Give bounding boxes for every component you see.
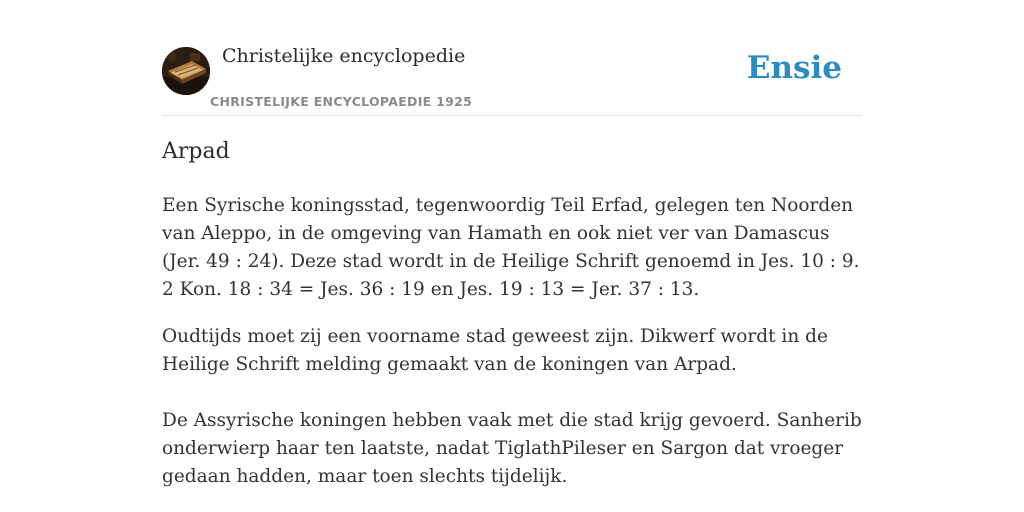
publication-header [162, 0, 862, 116]
publication-subtitle: CHRISTELIJKE ENCYCLOPAEDIE 1925 [210, 94, 473, 109]
article-title: Arpad [162, 139, 230, 164]
book-photo-icon [162, 47, 210, 95]
brand-logo-link[interactable]: Ensie [746, 50, 842, 86]
page-container [162, 0, 862, 487]
article-paragraph: Een Syrische koningsstad, tegenwoordig Teil Erfad, gelegen ten Noorden van Aleppo, in de omgeving van Hamath en ook niet ver van Damascus (Jer. 49 : 24). Deze stad wordt in de Heilige Schrift genoemd in Jes. 10 : 9. 2 Kon. 18 : 34 = Jes. 36 : 19 en Jes. 19 : 13 = Jer. 37 : 13. [162, 195, 860, 300]
article-paragraph: De Assyrische koningen hebben vaak met die stad krijg gevoerd. Sanherib onderwierp haar ten laatste, nadat TiglathPileser en Sargon dat vroeger gedaan hadden, maar toen slechts tijdelijk. [162, 410, 862, 487]
publication-title[interactable]: Christelijke encyclopedie [222, 45, 466, 67]
publication-avatar[interactable] [162, 47, 210, 95]
article-paragraph: Oudtijds moet zij een voorname stad geweest zijn. Dikwerf wordt in de Heilige Schrift melding gemaakt van de koningen van Arpad. [162, 326, 828, 375]
